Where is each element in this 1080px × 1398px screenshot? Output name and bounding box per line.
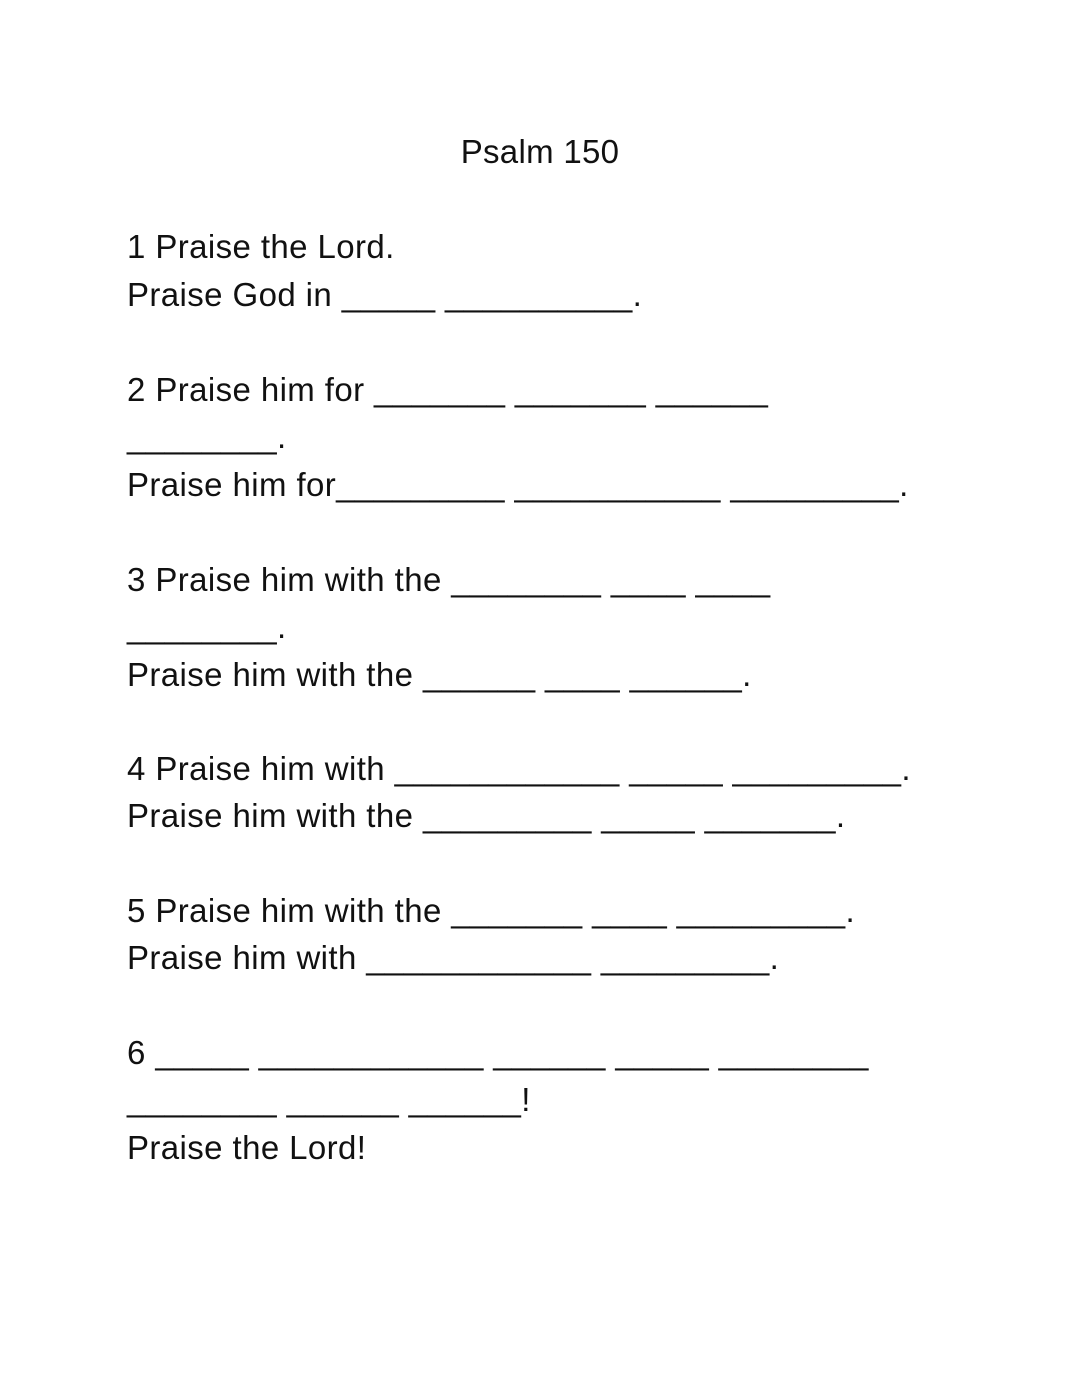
verse-5-line-1: 5 Praise him with the _______ ____ _________. (127, 892, 856, 929)
verse-1-line-1: 1 Praise the Lord. (127, 228, 395, 265)
verse-6-line-1: 6 _____ ____________ ______ _____ ________ (127, 1034, 869, 1071)
verse-2-line-3: Praise him for_________ ___________ _________. (127, 466, 909, 503)
verse-2-line-2: ________. (127, 418, 287, 455)
verse-2-line-1: 2 Praise him for _______ _______ ______ (127, 371, 769, 408)
verse-4-line-2: Praise him with the _________ _____ _______. (127, 797, 846, 834)
verse-6-line-3: Praise the Lord! (127, 1129, 367, 1166)
verse-1-line-2: Praise God in _____ __________. (127, 276, 643, 313)
verse-4-line-1: 4 Praise him with ____________ _____ _________. (127, 750, 911, 787)
verse-3-line-3: Praise him with the ______ ____ ______. (127, 656, 752, 693)
verse-6-line-2: ________ ______ ______! (127, 1081, 531, 1118)
page-title: Psalm 150 (460, 133, 620, 170)
verse-3-line-2: ________. (127, 608, 287, 645)
verse-3-line-1: 3 Praise him with the ________ ____ ____ (127, 561, 771, 598)
verse-5-line-2: Praise him with ____________ _________. (127, 939, 780, 976)
